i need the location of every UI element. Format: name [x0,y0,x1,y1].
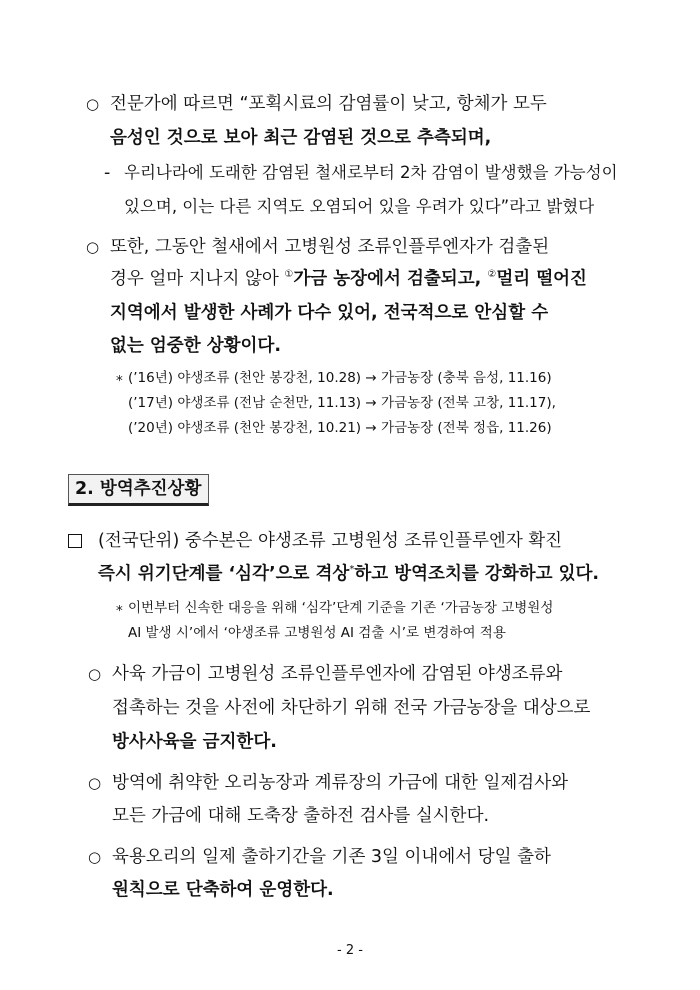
circle-bullet: ○ [88,848,102,866]
section-heading: 2. 방역추진상황 [68,474,209,506]
asterisk: * [116,603,123,619]
footnote-mark: * [349,564,355,576]
example-line: (’16년) 야생조류 (천안 봉강천, 10.28) → 가금농장 (충북 음성, 11.16) [128,370,552,386]
circle-bullet: ○ [86,238,100,256]
text: 즉시 위기단계를 ‘심각’으로 격상 [98,564,350,584]
text: 하고 방역조치를 강화하고 있다. [354,564,600,584]
text: 멀리 떨어진 [496,269,587,289]
paragraph-line: 접촉하는 것을 사전에 차단하기 위해 전국 가금농장을 대상으로 [112,698,591,718]
text: 전문가에 따르면 “포획시료의 감염률이 낮고, 항체가 모두 [110,94,547,114]
paragraph-line [110,268,587,290]
marker-2: ② [487,269,497,281]
page-number: - 2 - [337,943,363,958]
example-line: (’17년) 야생조류 (전남 순천만, 11.13) → 가금농장 (전북 고창, 11.17), [128,395,556,411]
circle-bullet: ○ [86,95,100,113]
checkbox-square-icon [68,534,82,548]
dash-bullet: - [104,163,111,183]
example-line: (’20년) 야생조류 (천안 봉강천, 10.21) → 가금농장 (전북 정읍, 11.26) [128,420,552,436]
paragraph-line: 또한, 그동안 철새에서 고병원성 조류인플루엔자가 검출된 [110,237,550,257]
asterisk: * [116,373,123,389]
text: 가금 농장에서 검출되고, [293,269,488,289]
paragraph-line: 원칙으로 단축하여 운영한다. [112,880,334,900]
paragraph-line: 모든 가금에 대해 도축장 출하전 검사를 실시한다. [112,806,490,826]
circle-bullet: ○ [88,665,102,683]
paragraph-line [98,563,599,585]
circle-bullet: ○ [88,774,102,792]
note-line: 이번부터 신속한 대응을 위해 ‘심각’단계 기준을 기존 ‘가금농장 고병원성 [128,600,554,616]
paragraph-line: 우리나라에 도래한 감염된 철새로부터 2차 감염이 발생했을 가능성이 [124,163,618,182]
paragraph-line: 지역에서 발생한 사례가 다수 있어, 전국적으로 안심할 수 [110,303,549,323]
paragraph-line: 없는 엄중한 상황이다. [110,336,281,356]
paragraph-line: 있으며, 이는 다른 지역도 오염되어 있을 우려가 있다”라고 밝혔다 [124,197,595,216]
paragraph-line: 사육 가금이 고병원성 조류인플루엔자에 감염된 야생조류와 [112,664,563,684]
paragraph-line: 음성인 것으로 보아 최근 감염된 것으로 추측되며, [110,128,492,148]
paragraph-line: 육용오리의 일제 출하기간을 기존 3일 이내에서 당일 출하 [112,847,551,867]
text: 경우 얼마 지나지 않아 [110,269,285,289]
note-line: AI 발생 시’에서 ‘야생조류 고병원성 AI 검출 시’로 변경하여 적용 [128,625,506,641]
paragraph-line [110,93,632,115]
paragraph-line: (전국단위) 중수본은 야생조류 고병원성 조류인플루엔자 확진 [98,531,563,551]
paragraph-line: 방역에 취약한 오리농장과 계류장의 가금에 대한 일제검사와 [112,773,568,793]
paragraph-line: 방사사육을 금지한다. [112,732,277,752]
marker-1: ① [284,269,294,281]
